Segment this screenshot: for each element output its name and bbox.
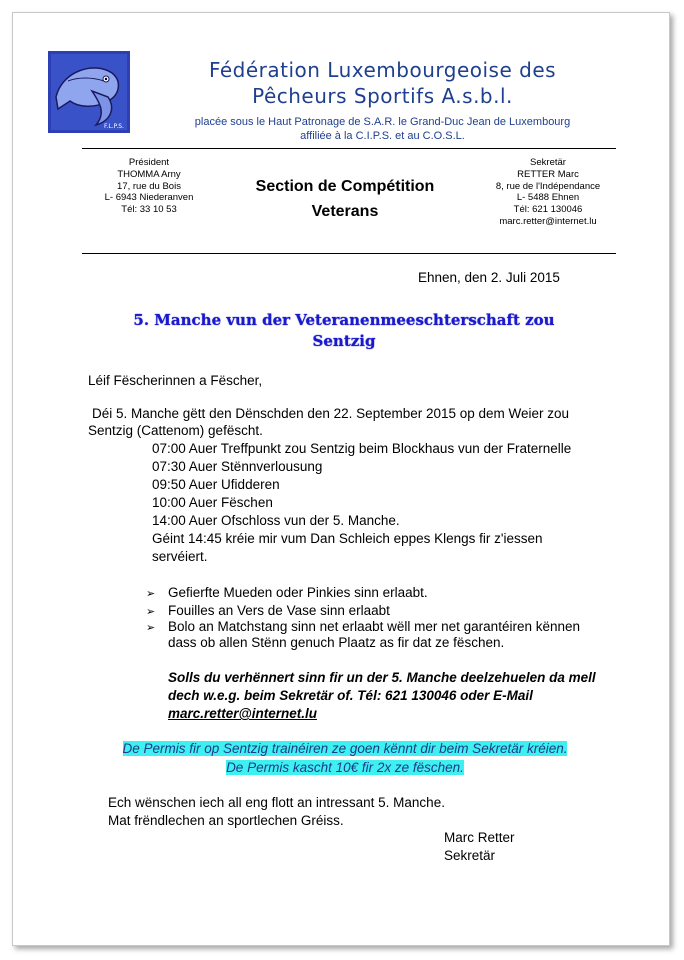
- closing-line1: Ech wënschen iech all eng flott an intressant 5. Manche.: [108, 795, 445, 810]
- schedule-item: 07:30 Auer Stënnverlousung: [152, 459, 323, 474]
- schedule-item: servéiert.: [152, 549, 208, 564]
- greeting: Léif Fëscherinnen a Fëscher,: [88, 373, 263, 388]
- letter-date: Ehnen, den 2. Juli 2015: [418, 270, 560, 285]
- permis-notice-line2: [80, 759, 610, 777]
- arrow-bullet-icon: ➢: [146, 588, 156, 600]
- president-city: L- 6943 Niederanven: [104, 192, 194, 204]
- header-divider-bottom: [82, 253, 616, 254]
- intro-line1: Déi 5. Manche gëtt den Dënschden den 22. September 2015 op dem Weier zou: [92, 406, 570, 421]
- subject-heading-line2: Sentzig: [312, 332, 376, 350]
- section-title-line2: Veterans: [311, 203, 379, 220]
- schedule-item: 09:50 Auer Ufidderen: [152, 477, 280, 492]
- flps-fish-logo: [48, 51, 130, 133]
- arrow-bullet-icon: ➢: [146, 622, 156, 634]
- president-role: Président: [128, 157, 170, 168]
- president-contact-block: [88, 157, 210, 216]
- permis-highlight: De Permis fir op Sentzig trainéiren ze goen kënnt dir beim Sekretär kréien.: [122, 741, 568, 756]
- schedule-item: 07:00 Auer Treffpunkt zou Sentzig beim Blockhaus vun der Fraternelle: [152, 441, 572, 456]
- subject-heading-line1: 5. Manche vun der Veteranenmeeschterschaft zou: [133, 311, 555, 329]
- president-phone: Tél: 33 10 53: [121, 204, 177, 216]
- rule-text: Fouilles an Vers de Vase sinn erlaabt: [168, 603, 390, 618]
- organization-title-line2: Pêcheurs Sportifs A.s.b.l.: [252, 84, 513, 108]
- patronage-line1: placée sous le Haut Patronage de S.A.R. le Grand-Duc Jean de Luxembourg: [194, 116, 571, 128]
- signature-name: Marc Retter: [444, 830, 515, 845]
- warning-line2: dech w.e.g. beim Sekretär of. Tél: 621 130046 oder E-Mail: [168, 688, 533, 703]
- secretary-email[interactable]: marc.retter@internet.lu: [499, 215, 597, 227]
- arrow-bullet-icon: ➢: [146, 606, 156, 618]
- permis-highlight: De Permis kascht 10€ fir 2x ze fëschen.: [226, 760, 464, 775]
- section-title-line1: Section de Compétition: [255, 178, 435, 195]
- header-divider-top: [82, 148, 616, 149]
- president-name: THOMMA Arny: [117, 168, 181, 180]
- patronage-line2: affiliée à la C.I.P.S. et au C.O.S.L.: [300, 130, 465, 142]
- rule-list-item: [146, 584, 428, 603]
- rule-text: Bolo an Matchstang sinn net erlaabt wëll mer net garantéiren kënnen: [168, 619, 581, 634]
- rule-text: Gefierfte Mueden oder Pinkies sinn erlaabt.: [168, 585, 428, 600]
- secretary-role: Sekretär: [530, 157, 566, 168]
- intro-line2: Sentzig (Cattenom) gefëscht.: [88, 423, 263, 438]
- warning-email-link[interactable]: marc.retter@internet.lu: [168, 706, 317, 721]
- rule-continuation: dass ob allen Stënn genuch Plaatz as fir dat ze fëschen.: [168, 635, 505, 650]
- president-street: 17, rue du Bois: [117, 180, 181, 192]
- secretary-phone: Tél: 621 130046: [513, 204, 583, 216]
- closing-line2: Mat frëndlechen an sportlechen Gréiss.: [108, 813, 344, 828]
- warning-line1: Solls du verhënnert sinn fir un der 5. Manche deelzehuelen da mell: [168, 670, 596, 685]
- schedule-item: Géint 14:45 kréie mir vum Dan Schleich eppes Klengs fir z'iessen: [152, 531, 543, 546]
- signature-role: Sekretär: [444, 848, 496, 863]
- secretary-name: RETTER Marc: [517, 168, 579, 180]
- permis-notice-line1: [80, 740, 610, 758]
- secretary-street: 8, rue de l'Indépendance: [495, 180, 601, 192]
- schedule-item: 14:00 Auer Ofschloss vun der 5. Manche.: [152, 513, 400, 528]
- secretary-city: L- 5488 Ehnen: [516, 192, 580, 204]
- secretary-contact-block: [478, 157, 618, 228]
- organization-title-line1: Fédération Luxembourgeoise des: [208, 58, 557, 82]
- logo-lettering: F.L.P.S.: [104, 123, 124, 130]
- schedule-item: 10:00 Auer Fëschen: [152, 495, 273, 510]
